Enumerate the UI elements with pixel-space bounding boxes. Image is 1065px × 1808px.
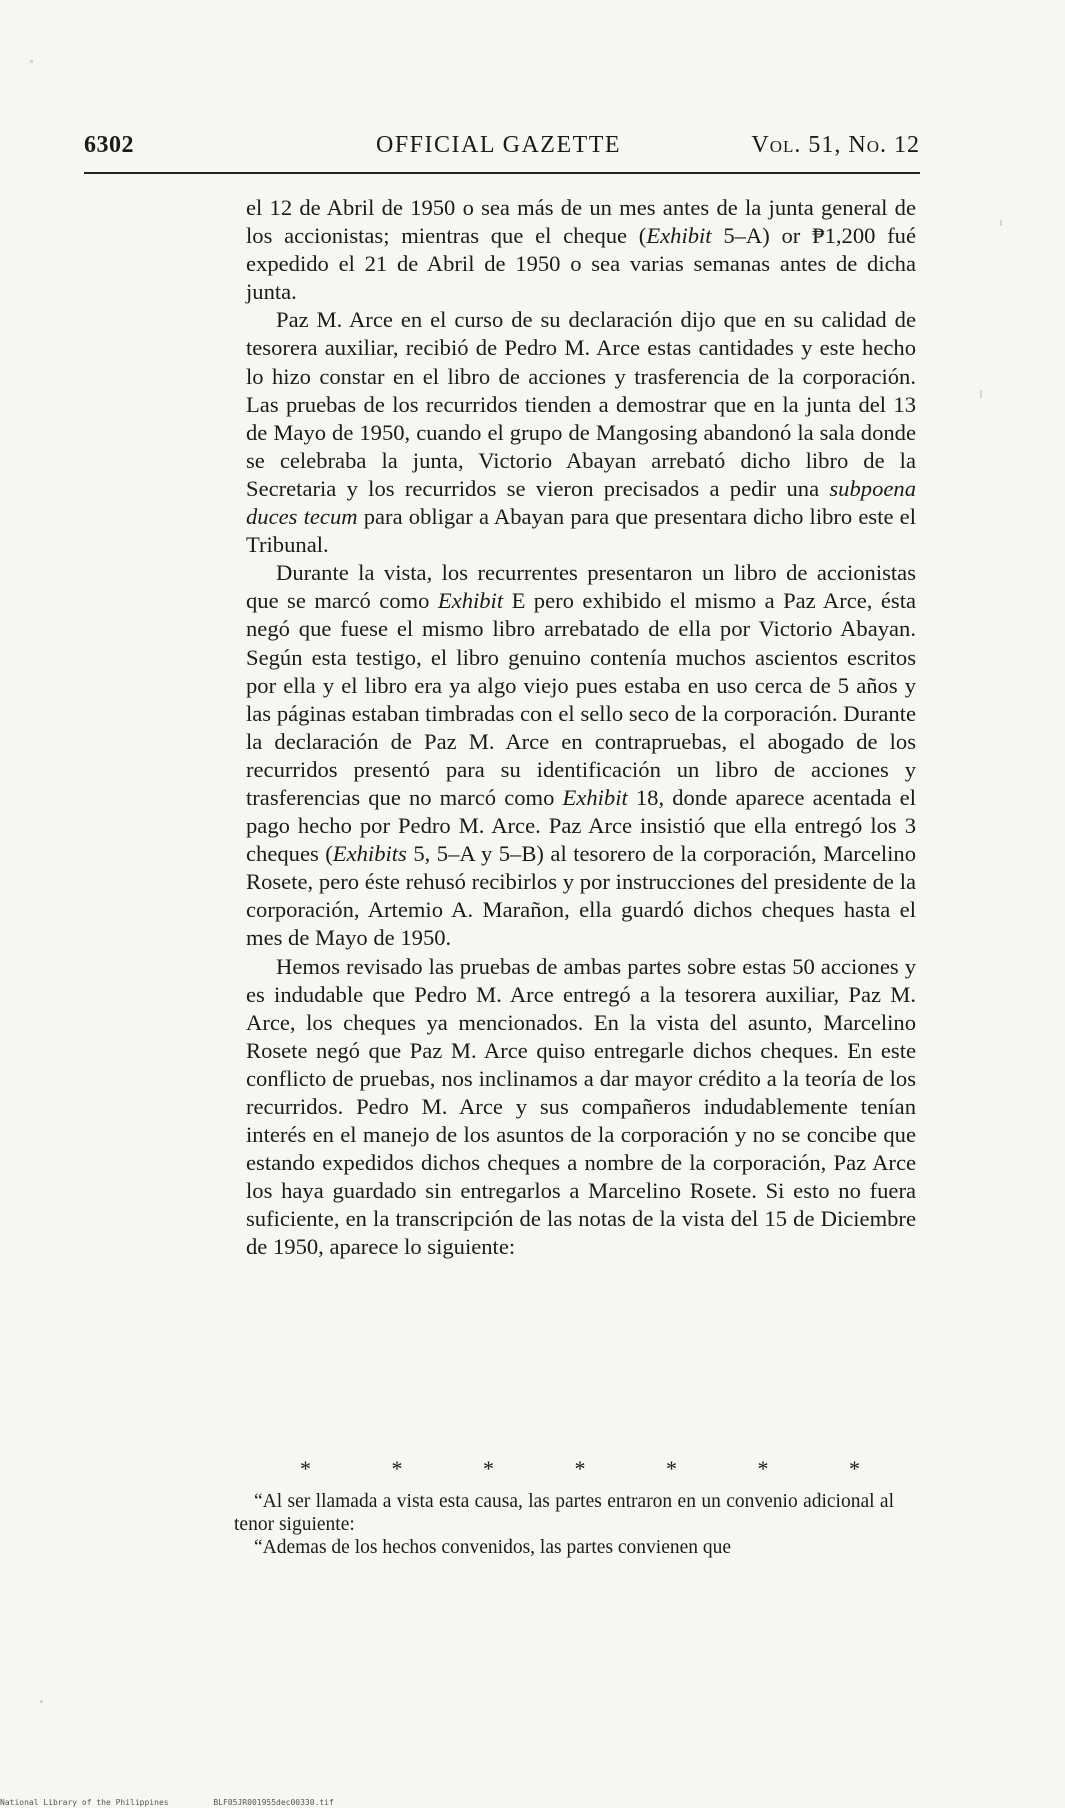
italic-term: Exhibit <box>646 223 712 249</box>
text-run: 5–A) or ₱1,200 fué expedido el 21 de Abril de 1950 o sea varias semanas antes de dicha junta. <box>246 223 916 305</box>
text-run: 18, donde aparece acentada el pago hecho por Pedro M. Arce. Paz Arce insistió que ella entregó los 3 cheques ( <box>246 784 916 867</box>
text-run: 5, 5–A y 5–B) al tesorero de la corporación, Marcelino Rosete, pero éste rehusó recibirlos y por instrucciones del presidente de la corporación, Artemio A. Marañon, ella guardó dichos cheques hasta el mes de Mayo de 1950. <box>246 841 916 951</box>
header-rule <box>84 172 920 174</box>
page-header <box>84 128 920 164</box>
body-paragraph <box>246 306 916 559</box>
text-run: Hemos revisado las pruebas de ambas partes sobre estas 50 acciones y es indudable que Pedro M. Arce entregó a la tesorera auxiliar, Paz M. Arce, los cheques ya mencionados. En la vista del asunto, Marcelino Rosete negó que Paz M. Arce quiso entregarle dichos cheques. En este conflicto de pruebas, nos inclinamos a dar mayor crédito a la teoría de los recurridos. Pedro M. Arce y sus compañeros indudablemente tenían interés en el manejo de los asuntos de la corporación y no se concibe que estando expedidos dichos cheques a nombre de la corporación, Paz Arce los haya guardado sin entregarlos a Marcelino Rosete. Si esto no fuera suficiente, en la transcripción de las notas de la vista del 15 de Diciembre de 1950, aparece lo siguiente: <box>246 953 916 1260</box>
scan-speck <box>1000 220 1002 226</box>
body-paragraph <box>246 194 916 306</box>
ellipsis-star: * <box>849 1456 860 1481</box>
ellipsis-star: * <box>666 1456 677 1481</box>
text-run: E pero exhibido el mismo a Paz Arce, ésta negó que fuese el mismo libro arrebatado de ella por Victorio Abayan. Según esta testigo, el libro genuino contenía muchos ascientos escritos por ella y el libro era ya algo viejo pues estaba en uso cerca de 5 años y las páginas estaban timbradas con el sello seco de la corporación. Durante la declaración de Paz M. Arce en contrapruebas, el abogado de los recurridos presentó para su identificación un libro de acciones y trasferencias que no marcó como <box>246 588 916 810</box>
volume-number: Vol. 51, No. 12 <box>751 132 920 158</box>
text-run: Durante la vista, los recurrentes presentaron un libro de accionistas que se marcó como <box>246 560 916 614</box>
italic-term: Exhibit <box>437 588 504 614</box>
text-run: Paz M. Arce en el curso de su declaración dijo que en su calidad de tesorera auxiliar, recibió de Pedro M. Arce estas cantidades y este hecho lo hizo constar en el libro de acciones y trasferencia de la corporación. Las pruebas de los recurridos tienden a demostrar que en la junta del 13 de Mayo de 1950, cuando el grupo de Mangosing abandonó la sala donde se celebraba la junta, Victorio Abayan arrebató dicho libro de la Secretaria y los recurridos se vieron precisados a pedir una <box>246 307 916 501</box>
text-run: para obligar a Abayan para que presentara dicho libro este el Tribunal. <box>246 504 916 558</box>
italic-term: Exhibit <box>562 784 628 810</box>
body-paragraph <box>246 559 916 952</box>
body-text <box>246 194 916 1262</box>
imprint-filename: BLF05JR001955dec00330.tif <box>213 1798 334 1807</box>
scan-speck <box>40 1700 43 1703</box>
italic-term: subpoena duces tecum <box>246 475 916 530</box>
text-run: el 12 de Abril de 1950 o sea más de un mes antes de la junta general de los accionistas; mientras que el cheque ( <box>246 195 916 249</box>
quoted-transcript <box>234 1490 894 1559</box>
scan-speck <box>980 390 982 398</box>
page-number: 6302 <box>84 132 134 158</box>
ellipsis-star: * <box>574 1456 586 1481</box>
italic-term: Exhibits <box>332 841 407 867</box>
imprint-library: National Library of the Philippines <box>0 1798 169 1807</box>
ellipsis-star: * <box>757 1456 769 1481</box>
body-paragraph <box>246 953 916 1262</box>
transcript-paragraph: “Ademas de los hechos convenidos, las partes convienen que <box>254 1537 732 1558</box>
ellipsis-star: * <box>300 1456 311 1481</box>
ellipsis-star: * <box>483 1456 494 1481</box>
ellipsis-star: * <box>391 1456 403 1481</box>
publication-title: OFFICIAL GAZETTE <box>376 132 622 158</box>
ellipsis-stars <box>300 1456 860 1482</box>
scan-speck <box>30 60 33 63</box>
scan-imprint <box>0 1798 374 1807</box>
transcript-paragraph: “Al ser llamada a vista esta causa, las partes entraron en un convenio adicional al tenor siguiente: <box>234 1491 894 1535</box>
